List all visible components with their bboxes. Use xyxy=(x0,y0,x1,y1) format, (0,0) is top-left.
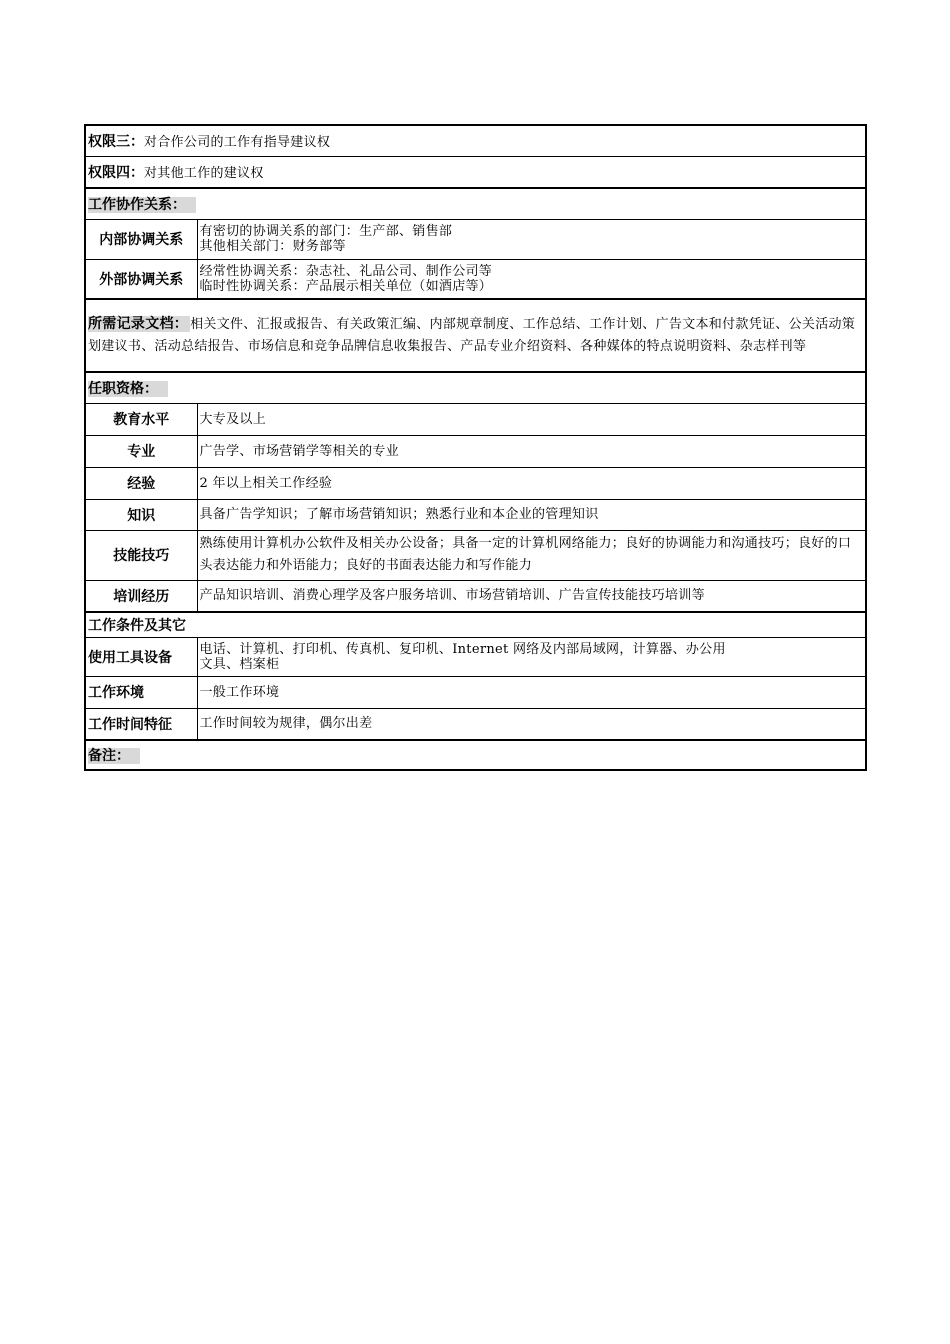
work-time-label: 工作时间特征 xyxy=(85,708,197,740)
job-description-sheet xyxy=(84,124,865,771)
internal-coordination-label: 内部协调关系 xyxy=(85,219,197,259)
authority-3-label: 权限三： xyxy=(88,133,144,150)
tools-line1: 电话、计算机、打印机、传真机、复印机、Internet 网络及内部局域网，计算器、办公用 xyxy=(199,641,726,657)
major-label: 专业 xyxy=(85,435,197,467)
training-label: 培训经历 xyxy=(85,580,197,612)
qualification-row xyxy=(85,499,866,530)
work-time-row xyxy=(85,708,866,740)
qualification-row xyxy=(85,403,866,435)
authority-4-text: 对其他工作的建议权 xyxy=(144,165,264,181)
internal-coordination-line1: 有密切的协调关系的部门：生产部、销售部 xyxy=(199,224,453,239)
cooperation-header: 工作协作关系： xyxy=(88,197,196,213)
cooperation-header-row xyxy=(85,188,866,219)
qualification-row xyxy=(85,435,866,467)
qualifications-header: 任职资格： xyxy=(88,381,168,397)
skills-label: 技能技巧 xyxy=(85,530,197,580)
qualification-row xyxy=(85,467,866,499)
environment-label: 工作环境 xyxy=(85,676,197,708)
authority-3-row xyxy=(85,125,866,156)
environment-value: 一般工作环境 xyxy=(197,676,866,708)
training-value: 产品知识培训、消费心理学及客户服务培训、市场营销培训、广告宣传技能技巧培训等 xyxy=(197,580,866,612)
education-value: 大专及以上 xyxy=(197,403,866,435)
tools-row xyxy=(85,637,866,676)
experience-label: 经验 xyxy=(85,467,197,499)
conditions-header: 工作条件及其它 xyxy=(88,617,186,634)
authority-3-text: 对合作公司的工作有指导建议权 xyxy=(144,134,331,150)
qualifications-header-row xyxy=(85,372,866,403)
environment-row xyxy=(85,676,866,708)
knowledge-label: 知识 xyxy=(85,499,197,530)
authority-4-label: 权限四： xyxy=(88,164,144,181)
records-label: 所需记录文档： xyxy=(88,316,189,332)
job-description-table xyxy=(84,124,867,771)
remarks-label: 备注： xyxy=(88,748,140,764)
experience-value: 2 年以上相关工作经验 xyxy=(197,467,866,499)
major-value: 广告学、市场营销学等相关的专业 xyxy=(197,435,866,467)
tools-label: 使用工具设备 xyxy=(85,637,197,676)
authority-4-row xyxy=(85,156,866,188)
external-coordination-line2: 临时性协调关系：产品展示相关单位（如酒店等） xyxy=(199,278,493,294)
records-text: 相关文件、汇报或报告、有关政策汇编、内部规章制度、工作总结、工作计划、广告文本和付款凭证、公关活动策划建议书、活动总结报告、市场信息和竞争品牌信息收集报告、产品专业介绍资料、各种媒体的特点说明资料、杂志样刊等 xyxy=(88,317,856,354)
knowledge-value: 具备广告学知识；了解市场营销知识；熟悉行业和本企业的管理知识 xyxy=(197,499,866,530)
external-coordination-line1: 经常性协调关系：杂志社、礼品公司、制作公司等 xyxy=(199,263,493,279)
remarks-row xyxy=(85,740,866,770)
external-coordination-label: 外部协调关系 xyxy=(85,259,197,299)
external-coordination-row xyxy=(85,259,866,299)
internal-coordination-row xyxy=(85,219,866,259)
tools-line2: 文具、档案柜 xyxy=(199,656,280,672)
conditions-header-row xyxy=(85,612,866,637)
qualification-row xyxy=(85,580,866,612)
records-row xyxy=(85,299,866,372)
work-time-value: 工作时间较为规律，偶尔出差 xyxy=(197,708,866,740)
qualification-row xyxy=(85,530,866,580)
education-label: 教育水平 xyxy=(85,403,197,435)
internal-coordination-line2: 其他相关部门：财务部等 xyxy=(199,239,346,254)
skills-value: 熟练使用计算机办公软件及相关办公设备；具备一定的计算机网络能力；良好的协调能力和沟通技巧；良好的口头表达能力和外语能力；良好的书面表达能力和写作能力 xyxy=(197,530,866,580)
